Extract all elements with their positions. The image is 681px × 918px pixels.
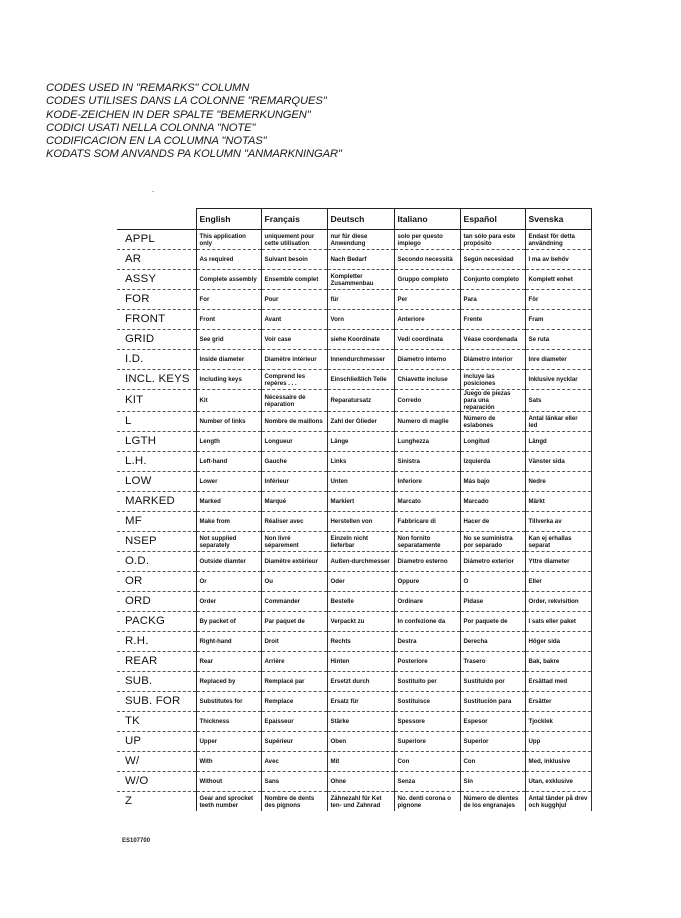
cell-german: nur für diese Anwendung	[327, 230, 394, 250]
table-row	[117, 290, 591, 310]
table-row	[117, 592, 591, 612]
cell-english: Substitutes for	[196, 692, 261, 712]
header-french: Français	[261, 209, 327, 230]
table-row	[117, 612, 591, 632]
code-cell: L	[117, 412, 196, 432]
cell-italian: Anteriore	[394, 310, 460, 330]
cell-french: Comprend les repères . . .	[261, 370, 327, 390]
cell-spanish: Trasero	[460, 652, 525, 672]
cell-swedish: Order, rekvisition	[525, 592, 591, 612]
cell-spanish: Juego de piezas para una reparación	[460, 390, 525, 412]
cell-swedish: Tjocklek	[525, 712, 591, 732]
cell-swedish: Nedre	[525, 472, 591, 492]
cell-english: Make from	[196, 512, 261, 532]
cell-french: uniquement pour cette utilisation	[261, 230, 327, 250]
cell-italian: Numero di maglie	[394, 412, 460, 432]
cell-german: Hinten	[327, 652, 394, 672]
cell-english: Rear	[196, 652, 261, 672]
cell-italian: Fabbricare di	[394, 512, 460, 532]
cell-french: Réaliser avec	[261, 512, 327, 532]
cell-spanish: Marcado	[460, 492, 525, 512]
cell-spanish: Véase coordenada	[460, 330, 525, 350]
table-row	[117, 672, 591, 692]
cell-english: Including keys	[196, 370, 261, 390]
cell-swedish: För	[525, 290, 591, 310]
cell-french: Sans	[261, 772, 327, 792]
cell-italian: Senza	[394, 772, 460, 792]
cell-italian: Destra	[394, 632, 460, 652]
cell-french: Pour	[261, 290, 327, 310]
cell-italian: Corredo	[394, 390, 460, 412]
cell-german: Zähnezahl für Ket ten- und Zahnrad	[327, 792, 394, 812]
code-cell: MARKED	[117, 492, 196, 512]
cell-swedish: Tillverka av	[525, 512, 591, 532]
cell-spanish: O	[460, 572, 525, 592]
code-cell: MF	[117, 512, 196, 532]
cell-italian: Spessore	[394, 712, 460, 732]
code-cell: W/O	[117, 772, 196, 792]
cell-french: Voir case	[261, 330, 327, 350]
scan-speck	[152, 191, 154, 192]
cell-french: Remplace	[261, 692, 327, 712]
cell-english: Upper	[196, 732, 261, 752]
header-spanish: Español	[460, 209, 525, 230]
cell-french: Supérieur	[261, 732, 327, 752]
code-cell: GRID	[117, 330, 196, 350]
code-cell: TK	[117, 712, 196, 732]
cell-swedish: Yttre diameter	[525, 552, 591, 572]
cell-english: Left-hand	[196, 452, 261, 472]
cell-swedish: Ersättad med	[525, 672, 591, 692]
cell-german: Kompletter Zusammenbau	[327, 270, 394, 290]
cell-spanish: Sustituido por	[460, 672, 525, 692]
table-row	[117, 572, 591, 592]
cell-italian: Diametro esterno	[394, 552, 460, 572]
table-row	[117, 652, 591, 672]
cell-spanish: Conjunto completo	[460, 270, 525, 290]
cell-spanish: Para	[460, 290, 525, 310]
cell-english: See grid	[196, 330, 261, 350]
heading-line-spanish: CODIFICACION EN LA COLUMNA "NOTAS"	[46, 135, 267, 148]
cell-swedish: Inre diameter	[525, 350, 591, 370]
cell-spanish: Izquierda	[460, 452, 525, 472]
cell-swedish: Ersätter	[525, 692, 591, 712]
table-row	[117, 492, 591, 512]
cell-swedish: Fram	[525, 310, 591, 330]
cell-spanish: Con	[460, 752, 525, 772]
cell-italian: In confezione da	[394, 612, 460, 632]
cell-swedish: Se ruta	[525, 330, 591, 350]
cell-english: By packet of	[196, 612, 261, 632]
cell-swedish: Inklusive nycklar	[525, 370, 591, 390]
table-row	[117, 552, 591, 572]
cell-italian: Sostituisce	[394, 692, 460, 712]
cell-french: Arrière	[261, 652, 327, 672]
cell-swedish: Höger sida	[525, 632, 591, 652]
cell-spanish: Número de eslabones	[460, 412, 525, 432]
cell-english: Lower	[196, 472, 261, 492]
code-cell: R.H.	[117, 632, 196, 652]
cell-french: Nécessaire de réparation	[261, 390, 327, 412]
cell-spanish: No se suministra por separado	[460, 532, 525, 552]
cell-italian: Oppure	[394, 572, 460, 592]
cell-english: For	[196, 290, 261, 310]
cell-french: Remplacé par	[261, 672, 327, 692]
cell-italian: Sostituito per	[394, 672, 460, 692]
cell-french: Commander	[261, 592, 327, 612]
cell-italian: Inferiore	[394, 472, 460, 492]
cell-swedish: Bak, bakre	[525, 652, 591, 672]
table-row	[117, 532, 591, 552]
cell-english: Or	[196, 572, 261, 592]
cell-swedish: Vänster sida	[525, 452, 591, 472]
cell-german: Unten	[327, 472, 394, 492]
cell-spanish: Número de dientes de los engranajes	[460, 792, 525, 812]
cell-english: Without	[196, 772, 261, 792]
code-cell: Z	[117, 792, 196, 812]
table-row	[117, 512, 591, 532]
code-cell: UP	[117, 732, 196, 752]
cell-french: Avec	[261, 752, 327, 772]
cell-italian: Chiavette incluse	[394, 370, 460, 390]
cell-swedish: Kan ej erhallas separat	[525, 532, 591, 552]
table-row	[117, 230, 591, 250]
table-row	[117, 250, 591, 270]
cell-spanish: Longitud	[460, 432, 525, 452]
table-row	[117, 370, 591, 390]
table-row	[117, 732, 591, 752]
cell-italian: Posteriore	[394, 652, 460, 672]
cell-german: Oben	[327, 732, 394, 752]
cell-english: Outside diamter	[196, 552, 261, 572]
cell-english: Kit	[196, 390, 261, 412]
code-cell: FOR	[117, 290, 196, 310]
code-cell: I.D.	[117, 350, 196, 370]
cell-french: Avant	[261, 310, 327, 330]
cell-english: Not supplied separately	[196, 532, 261, 552]
code-cell: REAR	[117, 652, 196, 672]
cell-german: Vorn	[327, 310, 394, 330]
code-cell: L.H.	[117, 452, 196, 472]
table-row	[117, 692, 591, 712]
cell-spanish: Espesor	[460, 712, 525, 732]
cell-german: Stärke	[327, 712, 394, 732]
table-row	[117, 772, 591, 792]
table-row	[117, 390, 591, 412]
cell-spanish: Sin	[460, 772, 525, 792]
cell-swedish: Med, inklusive	[525, 752, 591, 772]
code-cell: LGTH	[117, 432, 196, 452]
cell-german: Innendurchmesser	[327, 350, 394, 370]
cell-german: Verpackt zu	[327, 612, 394, 632]
cell-italian: No. denti corona o pignone	[394, 792, 460, 812]
cell-swedish: Utan, exklusive	[525, 772, 591, 792]
cell-spanish: Más bajo	[460, 472, 525, 492]
cell-swedish: Antal länkar eller led	[525, 412, 591, 432]
header-row	[117, 209, 591, 230]
cell-french: Marqué	[261, 492, 327, 512]
cell-english: Inside diameter	[196, 350, 261, 370]
cell-swedish: Sats	[525, 390, 591, 412]
table-row	[117, 472, 591, 492]
code-cell: O.D.	[117, 552, 196, 572]
cell-spanish: Por paquete de	[460, 612, 525, 632]
cell-french: Nombre de dents des pignons	[261, 792, 327, 812]
cell-italian: solo per questo impiego	[394, 230, 460, 250]
cell-swedish: Märkt	[525, 492, 591, 512]
cell-swedish: Antal tänder på drev och kugghjul	[525, 792, 591, 812]
heading-line-english: CODES USED IN "REMARKS" COLUMN	[46, 82, 250, 94]
cell-german: siehe Koordinate	[327, 330, 394, 350]
cell-english: Order	[196, 592, 261, 612]
cell-german: Länge	[327, 432, 394, 452]
cell-italian: Con	[394, 752, 460, 772]
cell-german: Ersetzt durch	[327, 672, 394, 692]
heading-line-swedish: KODATS SOM ANVANDS PA KOLUMN "ANMARKNINGAR"	[46, 148, 342, 161]
cell-french: Longueur	[261, 432, 327, 452]
header-swedish: Svenska	[525, 209, 591, 230]
code-cell: INCL. KEYS	[117, 370, 196, 390]
table-row	[117, 452, 591, 472]
heading-line-italian: CODICI USATI NELLA COLONNA "NOTE"	[46, 121, 256, 134]
cell-french: Nombre de maillons	[261, 412, 327, 432]
code-cell: KIT	[117, 390, 196, 412]
cell-spanish: Según necesidad	[460, 250, 525, 270]
cell-swedish: Eller	[525, 572, 591, 592]
cell-french: Par paquet de	[261, 612, 327, 632]
cell-italian: Secondo necessità	[394, 250, 460, 270]
code-cell: ASSY	[117, 270, 196, 290]
cell-german: Mit	[327, 752, 394, 772]
cell-spanish: Superior	[460, 732, 525, 752]
cell-italian: Per	[394, 290, 460, 310]
cell-swedish: I ma av behöv	[525, 250, 591, 270]
cell-german: Markiert	[327, 492, 394, 512]
code-cell: W/	[117, 752, 196, 772]
cell-spanish: Derecha	[460, 632, 525, 652]
cell-english: Length	[196, 432, 261, 452]
heading-line-german: KODE-ZEICHEN IN DER SPALTE "BEMERKUNGEN"	[46, 108, 311, 121]
cell-italian: Gruppo completo	[394, 270, 460, 290]
header-code-blank	[117, 209, 196, 230]
table-row	[117, 432, 591, 452]
cell-french: Droit	[261, 632, 327, 652]
table-row	[117, 792, 591, 812]
cell-spanish: tan sólo para este propósito	[460, 230, 525, 250]
cell-italian: Sinistra	[394, 452, 460, 472]
cell-english: Replaced by	[196, 672, 261, 692]
table-row	[117, 412, 591, 432]
cell-german: Oder	[327, 572, 394, 592]
cell-spanish: Hacer de	[460, 512, 525, 532]
cell-spanish: Sustitución para	[460, 692, 525, 712]
cell-german: Bestelle	[327, 592, 394, 612]
cell-italian: Marcato	[394, 492, 460, 512]
cell-german: Einzeln nicht lieferbar	[327, 532, 394, 552]
code-cell: PACKG	[117, 612, 196, 632]
table-row	[117, 712, 591, 732]
table-row	[117, 752, 591, 772]
document-reference: ES107700	[122, 838, 151, 844]
cell-spanish: incluye las posiciones	[460, 370, 525, 390]
cell-french: Gauche	[261, 452, 327, 472]
table-row	[117, 330, 591, 350]
code-cell: ORD	[117, 592, 196, 612]
cell-spanish: Diámetro interior	[460, 350, 525, 370]
cell-italian: Diametro interno	[394, 350, 460, 370]
codes-table-body	[117, 230, 591, 812]
heading-block	[46, 82, 342, 162]
heading-line-french: CODES UTILISES DANS LA COLONNE "REMARQUES"	[46, 95, 327, 108]
cell-swedish: Endast för detta användning	[525, 230, 591, 250]
code-cell: OR	[117, 572, 196, 592]
cell-german: für	[327, 290, 394, 310]
table-row	[117, 270, 591, 290]
code-cell: LOW	[117, 472, 196, 492]
cell-english: With	[196, 752, 261, 772]
cell-spanish: Pidase	[460, 592, 525, 612]
cell-english: Right-hand	[196, 632, 261, 652]
header-english: English	[196, 209, 261, 230]
code-cell: SUB. FOR	[117, 692, 196, 712]
cell-italian: Vedi coordinata	[394, 330, 460, 350]
cell-german: Zahl der Glieder	[327, 412, 394, 432]
header-german: Deutsch	[327, 209, 394, 230]
cell-english: Front	[196, 310, 261, 330]
cell-english: Marked	[196, 492, 261, 512]
cell-german: Ersatz für	[327, 692, 394, 712]
table-row	[117, 350, 591, 370]
code-cell: APPL	[117, 230, 196, 250]
code-cell: NSEP	[117, 532, 196, 552]
code-cell: FRONT	[117, 310, 196, 330]
cell-french: Ou	[261, 572, 327, 592]
cell-german: Außen-durchmesser	[327, 552, 394, 572]
cell-english: Complete assembly	[196, 270, 261, 290]
cell-french: Non livré séparement	[261, 532, 327, 552]
cell-french: Suivant besoin	[261, 250, 327, 270]
cell-german: Reparatursatz	[327, 390, 394, 412]
cell-english: As required	[196, 250, 261, 270]
cell-spanish: Diámetro exterior	[460, 552, 525, 572]
cell-italian: Superiore	[394, 732, 460, 752]
table-row	[117, 310, 591, 330]
code-cell: SUB.	[117, 672, 196, 692]
cell-german: Links	[327, 452, 394, 472]
cell-french: Epaisseur	[261, 712, 327, 732]
cell-spanish: Frente	[460, 310, 525, 330]
cell-french: Diamètre intérieur	[261, 350, 327, 370]
header-italian: Italiano	[394, 209, 460, 230]
cell-english: Thickness	[196, 712, 261, 732]
cell-french: Inférieur	[261, 472, 327, 492]
cell-english: Number of links	[196, 412, 261, 432]
cell-german: Nach Bedarf	[327, 250, 394, 270]
cell-swedish: Upp	[525, 732, 591, 752]
codes-table	[117, 208, 592, 811]
cell-german: Herstellen von	[327, 512, 394, 532]
cell-swedish: I sats eller paket	[525, 612, 591, 632]
table-row	[117, 632, 591, 652]
cell-swedish: Komplett enhet	[525, 270, 591, 290]
cell-french: Ensemble complet	[261, 270, 327, 290]
code-cell: AR	[117, 250, 196, 270]
cell-swedish: Längd	[525, 432, 591, 452]
cell-german: Rechts	[327, 632, 394, 652]
cell-english: Gear and sprocket teeth number	[196, 792, 261, 812]
cell-italian: Lunghezza	[394, 432, 460, 452]
cell-french: Diamètre extérieur	[261, 552, 327, 572]
cell-german: Ohne	[327, 772, 394, 792]
cell-german: Einschließlich Teile	[327, 370, 394, 390]
cell-italian: Ordinare	[394, 592, 460, 612]
cell-italian: Non fornito separatamente	[394, 532, 460, 552]
cell-english: This application only	[196, 230, 261, 250]
